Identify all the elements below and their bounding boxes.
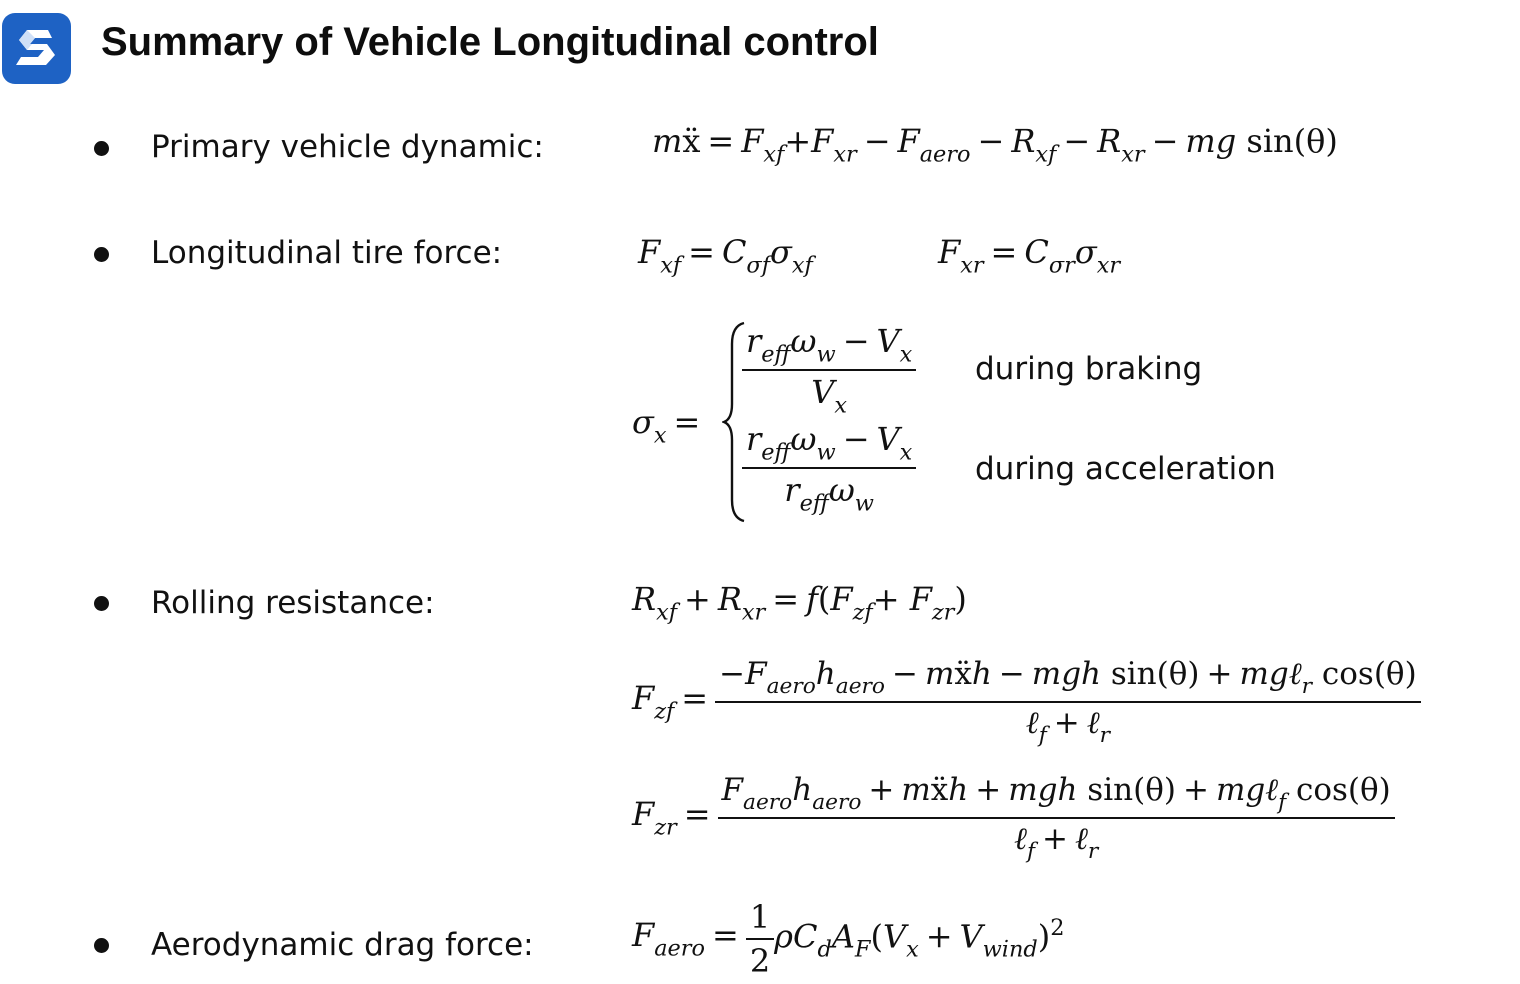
equation-aero-drag: $F_{aero}$ = $\frac{1}{2}$ $\rho C_dA_F(V_x + V_{wind})^2$ — [632, 898, 1065, 980]
equation-tire-force-front: $F_{xf} = C_{\sigma f}\sigma_{xf}$ — [638, 233, 813, 279]
brand-logo — [2, 13, 71, 84]
label-aero-drag: Aerodynamic drag force: — [151, 927, 534, 963]
fraction-acceleration: $\frac{r_{eff}\omega_w - V_x}{r_{eff}\omega_w}$ — [742, 420, 916, 517]
equation-primary-dynamic: mẍ = $F_{xf}+F_{xr} - F_{aero} - R_{xf} - R_{xr}$ − mg sin(θ) — [652, 122, 1338, 168]
bullet-dot — [94, 938, 109, 953]
condition-acceleration: during acceleration — [975, 451, 1276, 487]
fraction-braking: $\frac{r_{eff}\omega_w - V_x}{V_x}$ — [742, 322, 916, 419]
label-primary-dynamic: Primary vehicle dynamic: — [151, 129, 544, 165]
equation-normal-force-rear: $F_{zr}$ = $\frac{F_{aero}h_{aero} + mẍh + mgh \sin(\theta) + mg\ell_f \cos(\theta)}{\ell_f + \ell_r}$ — [632, 772, 1395, 864]
label-tire-force: Longitudinal tire force: — [151, 235, 503, 271]
equation-normal-force-front: $F_{zf}$ = $\frac{-F_{aero}h_{aero} - mẍh - mgh \sin(\theta) + mg\ell_r \cos(\theta)}{\ell_f + \ell_r}$ — [632, 656, 1421, 748]
equation-tire-force-rear: $F_{xr} = C_{\sigma r}\sigma_{xr}$ — [938, 233, 1121, 279]
equation-rolling-resistance: $R_{xf} + R_{xr} = f(F_{zf}+ F_{zr})$ — [632, 580, 967, 626]
equation-slip-ratio-lhs: $\sigma_x$ = — [632, 403, 701, 449]
bullet-dot — [94, 247, 109, 262]
label-rolling-resistance: Rolling resistance: — [151, 585, 435, 621]
bullet-dot — [94, 141, 109, 156]
bullet-dot — [94, 596, 109, 611]
condition-braking: during braking — [975, 351, 1203, 387]
s-logo-icon — [2, 13, 71, 84]
page-title: Summary of Vehicle Longitudinal control — [101, 20, 879, 64]
